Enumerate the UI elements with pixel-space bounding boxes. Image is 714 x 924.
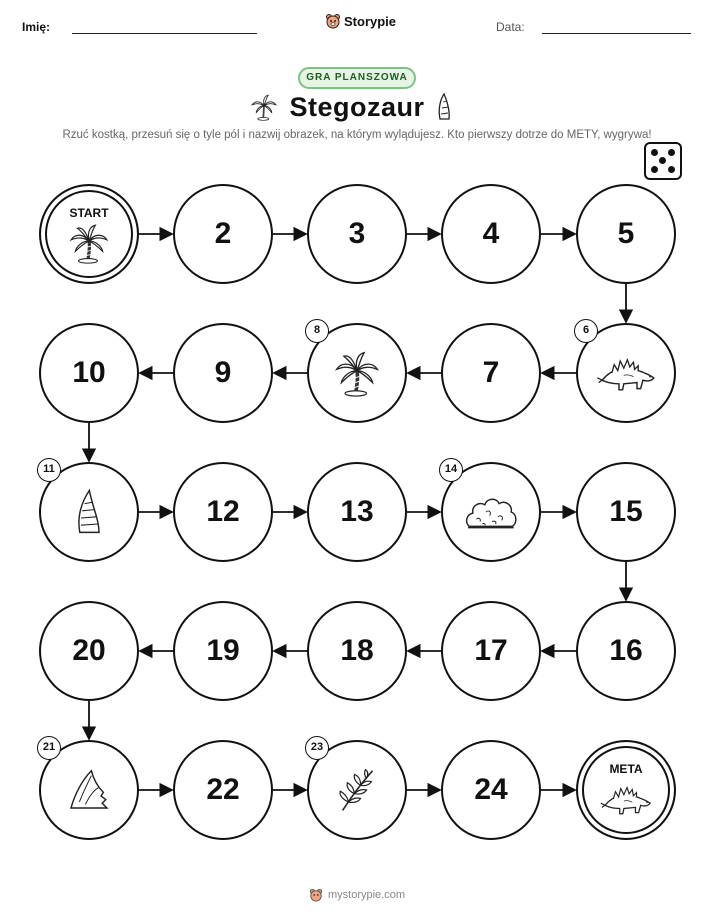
game-type-badge: GRA PLANSZOWA [298, 67, 416, 89]
space-number: 7 [482, 356, 500, 389]
name-label: Imię: [22, 20, 51, 34]
board-space-2 [173, 184, 273, 284]
board-space-12 [173, 462, 273, 562]
space-number-badge: 6 [574, 319, 598, 343]
space-number: 22 [206, 773, 240, 806]
board-space-4 [441, 184, 541, 284]
space-number: 16 [609, 634, 643, 667]
finish-space [576, 740, 676, 840]
board-space-6 [576, 323, 676, 423]
board-space-21 [39, 740, 139, 840]
board-space-11 [39, 462, 139, 562]
footer-url: mystorypie.com [327, 889, 406, 901]
start-space [39, 184, 139, 284]
space-number-badge: 11 [37, 458, 61, 482]
board-space-15 [576, 462, 676, 562]
space-number-badge: 21 [37, 736, 61, 760]
space-number: 10 [72, 356, 106, 389]
space-number: 5 [617, 217, 635, 250]
space-number: 13 [340, 495, 374, 528]
bear-logo-icon [309, 888, 323, 902]
space-number: 12 [206, 495, 240, 528]
space-number: 20 [72, 634, 106, 667]
page-title: Stegozaur [289, 92, 425, 122]
stegosaurus-icon [595, 349, 657, 397]
board-space-5 [576, 184, 676, 284]
board-space-20 [39, 601, 139, 701]
brand-name: Storypie [344, 13, 397, 29]
space-number: 4 [482, 217, 500, 250]
space-number: 3 [348, 217, 366, 250]
board-space-13 [307, 462, 407, 562]
space-number: 2 [214, 217, 232, 250]
board-space-23 [307, 740, 407, 840]
board-space-8 [307, 323, 407, 423]
space-number-badge: 23 [305, 736, 329, 760]
board-space-16 [576, 601, 676, 701]
space-number-badge: 14 [439, 458, 463, 482]
space-label: META [609, 762, 643, 776]
board-space-7 [441, 323, 541, 423]
footer [0, 888, 714, 902]
board-space-10 [39, 323, 139, 423]
instructions: Rzuć kostką, przesuń się o tyle pól i nazwij obrazek, na którym wylądujesz. Kto pierwszy dotrze do METY, wygrywa! [62, 129, 652, 141]
board-space-22 [173, 740, 273, 840]
space-number-badge: 8 [305, 319, 329, 343]
space-number: 9 [214, 356, 232, 389]
space-number: 15 [609, 495, 643, 528]
fern-leaf-icon [333, 766, 381, 814]
date-label: Data: [496, 20, 525, 34]
plate-icon [65, 766, 113, 814]
board-space-3 [307, 184, 407, 284]
board-space-14 [441, 462, 541, 562]
board-space-18 [307, 601, 407, 701]
board-space-24 [441, 740, 541, 840]
palm-tree-icon [68, 222, 110, 264]
board-space-19 [173, 601, 273, 701]
space-label: START [69, 206, 109, 220]
space-number: 17 [474, 634, 508, 667]
stegosaurus-icon [599, 778, 654, 820]
space-number: 24 [474, 773, 508, 806]
palm-tree-icon [333, 349, 381, 397]
board-space-9 [173, 323, 273, 423]
space-number: 19 [206, 634, 240, 667]
bush-icon [462, 488, 520, 536]
board-space-17 [441, 601, 541, 701]
space-number: 18 [340, 634, 374, 667]
horn-icon [75, 488, 104, 536]
